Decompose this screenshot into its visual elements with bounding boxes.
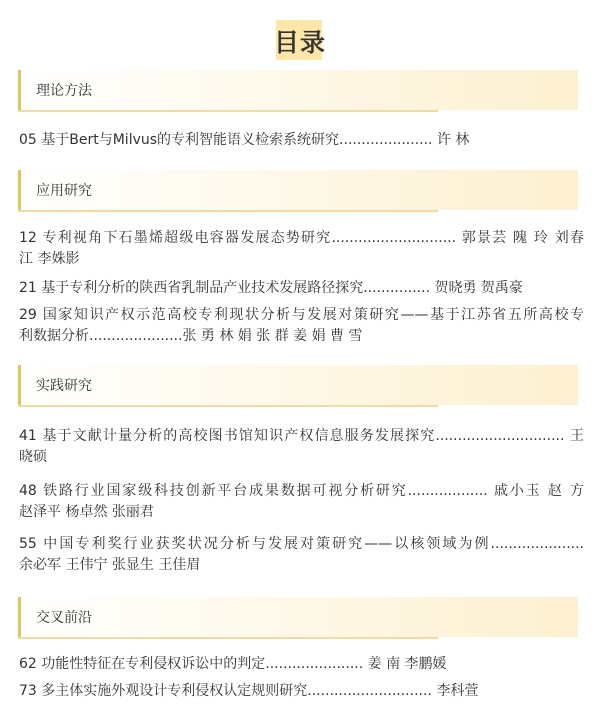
toc-entry[interactable] [19, 681, 584, 702]
section-header-applied-research [18, 170, 578, 212]
toc-entry-line: 29 国家知识产权示范高校专利现状分析与发展对策研究——基于江苏省五所高校专 [19, 307, 584, 323]
page-title: 目录 [273, 28, 326, 57]
section-accent-bar [18, 170, 21, 212]
toc-entry[interactable] [19, 426, 584, 468]
toc-entry[interactable] [19, 654, 584, 675]
toc-entry[interactable] [19, 228, 584, 270]
toc-entry-line: 62 功能性特征在专利侵权诉讼中的判定...................... 姜 南 李鹏媛 [19, 656, 447, 672]
toc-entry[interactable] [19, 481, 584, 523]
toc-entry[interactable] [19, 305, 584, 347]
toc-entry-line: 55 中国专利奖行业获奖状况分析与发展对策研究——以核领域为例..................... [19, 536, 584, 552]
section-accent-bar [18, 597, 21, 639]
toc-entry-line: 余必军 王伟宁 张显生 王佳眉 [19, 557, 201, 573]
section-label: 实践研究 [36, 378, 92, 394]
section-label: 交叉前沿 [36, 610, 92, 626]
section-label: 理论方法 [36, 83, 92, 99]
toc-entry[interactable] [19, 130, 584, 151]
toc-entry-line: 12 专利视角下石墨烯超级电容器发展态势研究............................ 郭景芸 隗 玲 刘春 [19, 230, 584, 246]
toc-entry-line: 48 铁路行业国家级科技创新平台成果数据可视分析研究.................. 戚小玉 赵 方 [19, 483, 584, 499]
toc-entry-line: 21 基于专利分析的陕西省乳制品产业技术发展路径探究............... 贺晓勇 贺禹豪 [19, 280, 523, 296]
toc-entry[interactable] [19, 534, 584, 576]
section-accent-bar [18, 70, 21, 112]
section-header-practice-research [18, 365, 578, 407]
toc-entry-line: 41 基于文献计量分析的高校图书馆知识产权信息服务发展探究............................. 王 [19, 428, 584, 444]
section-header-theory-methods [18, 70, 578, 112]
toc-entry-line: 05 基于Bert与Milvus的专利智能语义检索系统研究..................... 许 林 [19, 132, 470, 148]
toc-entry-line: 赵泽平 杨卓然 张丽君 [19, 504, 154, 520]
section-accent-bar [18, 365, 21, 407]
toc-entry-line: 利数据分析.....................张 勇 林 娟 张 群 姜 娟 曹 雪 [19, 328, 363, 344]
toc-entry-line: 73 多主体实施外观设计专利侵权认定规则研究............................ 李科萱 [19, 683, 479, 699]
toc-entry-line: 江 李姝影 [19, 251, 80, 267]
section-label: 应用研究 [36, 183, 92, 199]
toc-entry[interactable] [19, 278, 584, 299]
toc-entry-line: 晓硕 [19, 449, 47, 465]
section-header-interdisciplinary-frontier [18, 597, 578, 639]
title-area [0, 20, 600, 60]
